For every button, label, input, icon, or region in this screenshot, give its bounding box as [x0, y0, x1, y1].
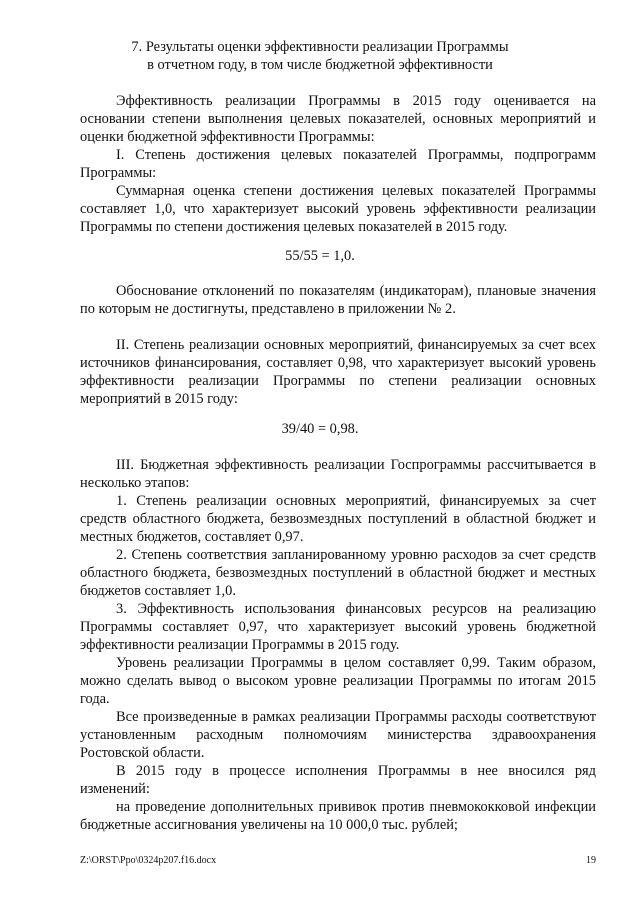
paragraph-section-2: II. Степень реализации основных мероприятий, финансируемых за счет всех источников финансирования, составляет 0,98, что характеризует высокий уровень эффективности реализации Программы по степени реализации основных мероприятий в 2015 году:	[80, 337, 596, 407]
paragraph-changes: В 2015 году в процессе исполнения Программы в нее вносился ряд изменений:	[80, 763, 596, 797]
paragraph-section-3: III. Бюджетная эффективность реализации Госпрограммы рассчитывается в несколько этапов:	[80, 457, 596, 491]
paragraph-overall-level: Уровень реализации Программы в целом составляет 0,99. Таким образом, можно сделать вывод о высоком уровне реализации Программы по итогам 2015 года.	[80, 655, 596, 707]
section-title-line-2: в отчетном году, в том числе бюджетной эффективности	[147, 57, 493, 73]
page-number: 19	[586, 855, 596, 866]
formula-targets: 55/55 = 1,0.	[285, 248, 355, 264]
paragraph-step-3: 3. Эффективность использования финансовых ресурсов на реализацию Программы составляет 0,97, что характеризует высокий уровень бюджетной эффективности реализации Программы в 2015 году.	[80, 601, 596, 653]
section-title-line-1: 7. Результаты оценки эффективности реализации Программы	[131, 39, 509, 55]
paragraph-vaccination: на проведение дополнительных прививок против пневмококковой инфекции бюджетные ассигнования увеличены на 10 000,0 тыс. рублей;	[80, 799, 596, 833]
paragraph-step-1: 1. Степень реализации основных мероприятий, финансируемых за счет средств областного бюджета, безвозмездных поступлений в областной бюджет и местных бюджетов, составляет 0,97.	[80, 493, 596, 545]
paragraph-step-2: 2. Степень соответствия запланированному уровню расходов за счет средств областного бюджета, безвозмездных поступлений в областной бюджет и местных бюджетов составляет 1,0.	[80, 547, 596, 599]
formula-measures: 39/40 = 0,98.	[281, 421, 359, 437]
paragraph-intro: Эффективность реализации Программы в 2015 году оценивается на основании степени выполнения целевых показателей, основных мероприятий и оценки бюджетной эффективности Программы:	[80, 93, 596, 145]
paragraph-summary-score: Суммарная оценка степени достижения целевых показателей Программы составляет 1,0, что характеризует высокий уровень эффективности реализации Программы по степени достижения целевых показателей в 2015 году.	[80, 183, 596, 235]
paragraph-section-1: I. Степень достижения целевых показателей Программы, подпрограмм Программы:	[80, 147, 596, 181]
footer-file-path: Z:\ORST\Ppo\0324p207.f16.docx	[80, 855, 217, 866]
paragraph-expenses: Все произведенные в рамках реализации Программы расходы соответствуют установленным расходным полномочиям министерства здравоохранения Ростовской области.	[80, 709, 596, 761]
paragraph-deviations: Обоснование отклонений по показателям (индикаторам), плановые значения по которым не достигнуты, представлено в приложении № 2.	[80, 283, 596, 317]
